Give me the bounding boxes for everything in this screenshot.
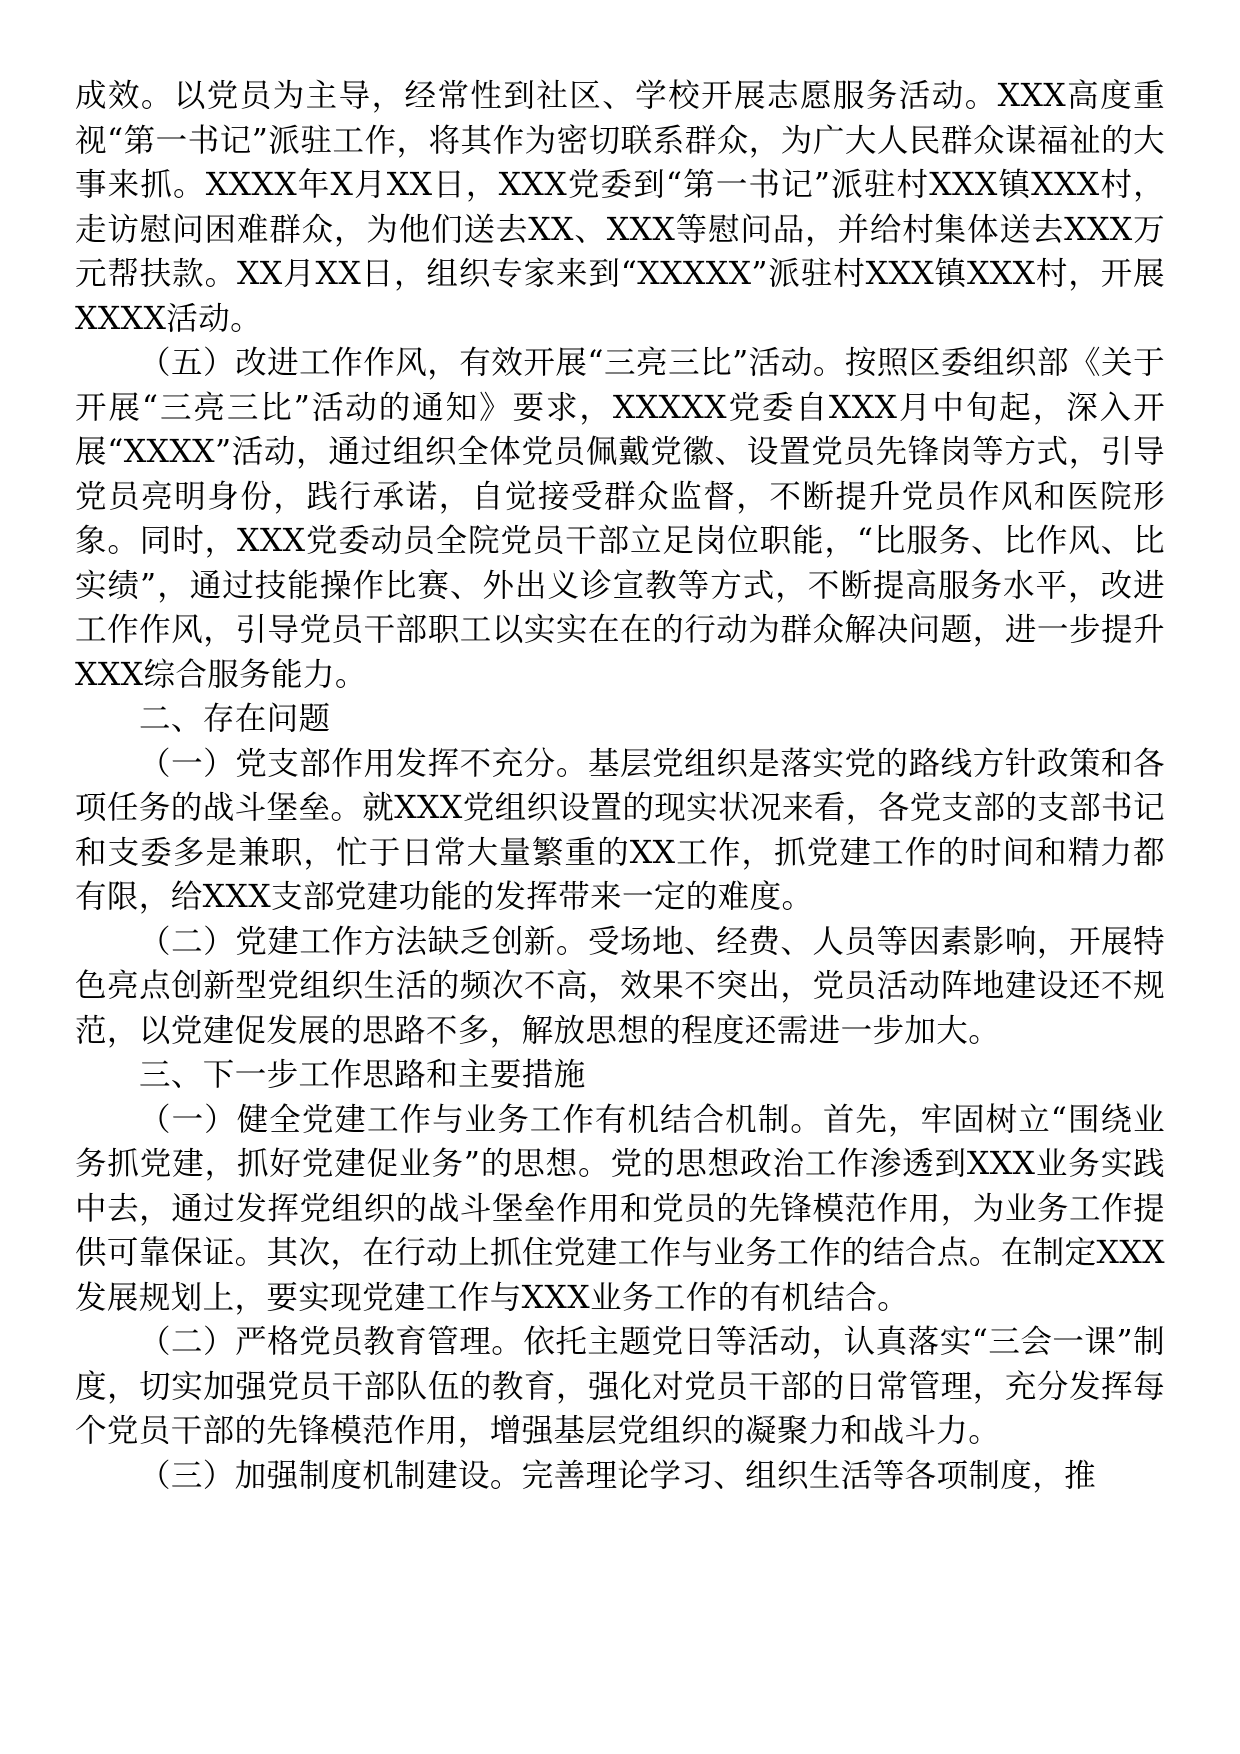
body-paragraph: 成效。以党员为主导，经常性到社区、学校开展志愿服务活动。XXX高度重视“第一书记”派驻工作，将其作为密切联系群众，为广大人民群众谋福祉的大事来抓。XXXX年X月XX日，XXX党委到“第一书记”派驻村XXX镇XXX村，走访慰问困难群众，为他们送去XX、XXX等慰问品，并给村集体送去XXX万元帮扶款。XX月XX日，组织专家来到“XXXXX”派驻村XXX镇XXX村，开展XXXX活动。 xyxy=(75,78,1165,337)
body-paragraph: （二）党建工作方法缺乏创新。受场地、经费、人员等因素影响，开展特色亮点创新型党组织生活的频次不高，效果不突出，党员活动阵地建设还不规范，以党建促发展的思路不多，解放思想的程度还需进一步加大。 xyxy=(75,923,1165,1049)
section-heading: 三、下一步工作思路和主要措施 xyxy=(139,1057,586,1093)
document-page xyxy=(75,74,1165,1498)
body-paragraph: （一）党支部作用发挥不充分。基层党组织是落实党的路线方针政策和各项任务的战斗堡垒。就XXX党组织设置的现实状况来看，各党支部的支部书记和支委多是兼职，忙于日常大量繁重的XX工作，抓党建工作的时间和精力都有限，给XXX支部党建功能的发挥带来一定的难度。 xyxy=(75,745,1165,915)
body-paragraph: （五）改进工作作风，有效开展“三亮三比”活动。按照区委组织部《关于开展“三亮三比”活动的通知》要求，XXXXX党委自XXX月中旬起，深入开展“XXXX”活动，通过组织全体党员佩戴党徽、设置党员先锋岗等方式，引导党员亮明身份，践行承诺，自觉接受群众监督，不断提升党员作风和医院形象。同时，XXX党委动员全院党员干部立足岗位职能，“比服务、比作风、比实绩”，通过技能操作比赛、外出义诊宣教等方式，不断提高服务水平，改进工作作风，引导党员干部职工以实实在在的行动为群众解决问题，进一步提升XXX综合服务能力。 xyxy=(75,345,1165,693)
body-paragraph: （三）加强制度机制建设。完善理论学习、组织生活等各项制度，推 xyxy=(139,1457,1097,1494)
body-paragraph: （一）健全党建工作与业务工作有机结合机制。首先，牢固树立“围绕业务抓党建，抓好党建促业务”的思想。党的思想政治工作渗透到XXX业务实践中去，通过发挥党组织的战斗堡垒作用和党员的先锋模范作用，为业务工作提供可靠保证。其次，在行动上抓住党建工作与业务工作的结合点。在制定XXX发展规划上，要实现党建工作与XXX业务工作的有机结合。 xyxy=(75,1101,1165,1316)
body-paragraph: （二）严格党员教育管理。依托主题党日等活动，认真落实“三会一课”制度，切实加强党员干部队伍的教育，强化对党员干部的日常管理，充分发挥每个党员干部的先锋模范作用，增强基层党组织的凝聚力和战斗力。 xyxy=(75,1324,1165,1449)
section-heading: 二、存在问题 xyxy=(139,701,331,737)
